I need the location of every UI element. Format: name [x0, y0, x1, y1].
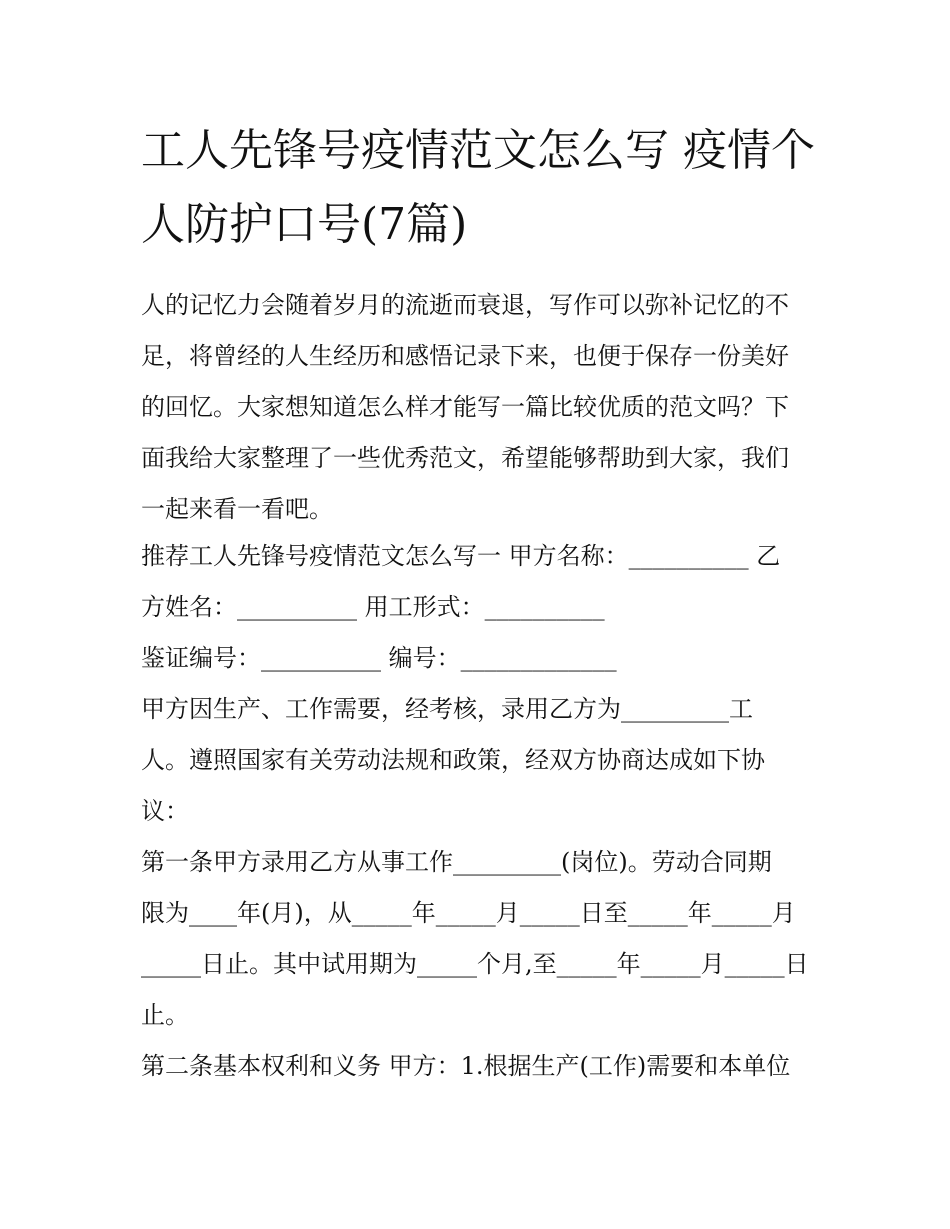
body-line: 止。 — [141, 1001, 189, 1029]
body-line: 人。遵照国家有关劳动法规和政策，经双方协商达成如下协 — [141, 746, 765, 774]
body-line: 第二条基本权利和义务 甲方：1.根据生产(工作)需要和本单位 — [141, 1052, 791, 1080]
intro-line: 一起来看一看吧。 — [141, 495, 333, 523]
body-line: 第一条甲方录用乙方从事工作_________(岗位)。劳动合同期 — [141, 848, 772, 876]
intro-line: 足，将曾经的人生经历和感悟记录下来，也便于保存一份美好 — [141, 342, 789, 370]
body-line: 方姓名：__________ 用工形式：__________ — [141, 593, 605, 621]
intro-line: 人的记忆力会随着岁月的流逝而衰退，写作可以弥补记忆的不 — [141, 291, 789, 319]
intro-line: 面我给大家整理了一些优秀范文，希望能够帮助到大家，我们 — [141, 444, 789, 472]
body-line: 甲方因生产、工作需要，经考核，录用乙方为_________工 — [141, 695, 753, 723]
document-title: 工人先锋号疫情范文怎么写 疫情个人防护口号(7篇) — [141, 125, 815, 250]
body-line: 议： — [141, 797, 189, 825]
body-line: 推荐工人先锋号疫情范文怎么写一 甲方名称：__________ 乙 — [141, 542, 781, 570]
body-line: 限为____年(月)，从_____年_____月_____日至_____年_____月 — [141, 899, 796, 927]
intro-line: 的回忆。大家想知道怎么样才能写一篇比较优质的范文吗？下 — [141, 393, 789, 421]
body-line: _____日止。其中试用期为_____个月,至_____年_____月_____日 — [141, 950, 809, 978]
body-line: 鉴证编号：__________ 编号：_____________ — [141, 644, 617, 672]
